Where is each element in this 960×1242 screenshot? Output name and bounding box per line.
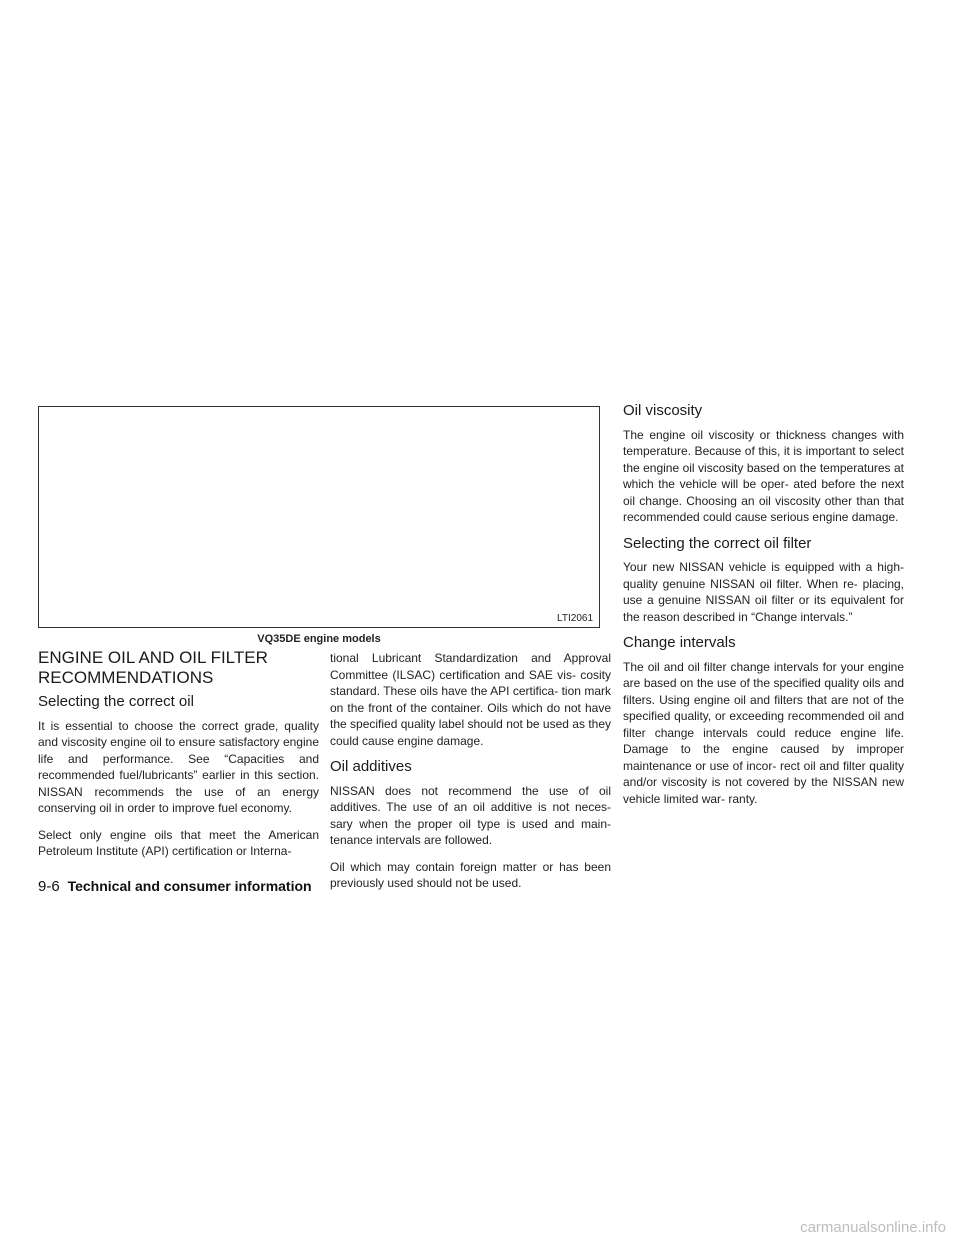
- paragraph: It is essential to choose the correct grade, quality and viscosity engine oil to ensure satisfactory engine life and performance. See “Capacities and recommended fuel/lubricants” earlier in this section. NISSAN recommends the use of an energy conserving oil in order to improve fuel economy.: [38, 718, 319, 815]
- section-title-line-1: ENGINE OIL AND OIL FILTER: [38, 648, 268, 667]
- page-footer: [38, 878, 312, 895]
- column-2: [330, 650, 611, 902]
- subtitle-selecting-oil: Selecting the correct oil: [38, 693, 194, 710]
- subtitle-oil-filter: Selecting the correct oil filter: [623, 534, 812, 552]
- section-title-line-2: RECOMMENDATIONS: [38, 668, 214, 687]
- footer-section-name: Technical and consumer information: [67, 878, 312, 894]
- figure-image-frame: [38, 406, 600, 628]
- figure-code: LTI2061: [557, 613, 593, 624]
- paragraph: Your new NISSAN vehicle is equipped with a high-quality genuine NISSAN oil filter. When re- placing, use a genuine NISSAN oil filter or its equivalent for the reason described in “Change intervals.”: [623, 560, 904, 624]
- subtitle-oil-additives: Oil additives: [330, 758, 412, 775]
- paragraph: tional Lubricant Standardization and Approval Committee (ILSAC) certification and SAE vis- cosity standard. These oils have the API certifica- tion mark on the front of the container. Oils which do not have the specified quality label should not be used as they could cause engine damage.: [330, 651, 611, 748]
- paragraph: Oil which may contain foreign matter or has been previously used should not be used.: [330, 859, 611, 890]
- paragraph: NISSAN does not recommend the use of oil additives. The use of an oil additive is not neces- sary when the proper oil type is used and main- tenance intervals are followed.: [330, 783, 611, 847]
- page-number: 9-6: [38, 878, 60, 895]
- paragraph: The oil and oil filter change intervals for your engine are based on the use of the specified quality oils and filters. Using engine oil and filters that are not of the specified quality, or exceeding recommended oil and filter change intervals could reduce engine life. Damage to the engine caused by improper maintenance or use of incor- rect oil and filter quality and/or viscosity is not covered by the NISSAN new vehicle limited war- ranty.: [623, 659, 904, 806]
- paragraph: Select only engine oils that meet the American Petroleum Institute (API) certification or Interna-: [38, 827, 319, 858]
- subtitle-oil-viscosity: Oil viscosity: [623, 402, 703, 419]
- column-3: [623, 403, 904, 817]
- section-title: [38, 648, 319, 688]
- paragraph: The engine oil viscosity or thickness changes with temperature. Because of this, it is important to select the engine oil viscosity based on the temperatures at which the vehicle will be oper- ated before the next oil change. Choosing an oil viscosity other than that recommended could cause serious engine damage.: [623, 427, 904, 524]
- column-1: [38, 648, 319, 870]
- subtitle-change-intervals: Change intervals: [623, 634, 736, 651]
- watermark[interactable]: carmanualsonline.info: [800, 1219, 946, 1236]
- figure-caption: VQ35DE engine models: [257, 633, 381, 645]
